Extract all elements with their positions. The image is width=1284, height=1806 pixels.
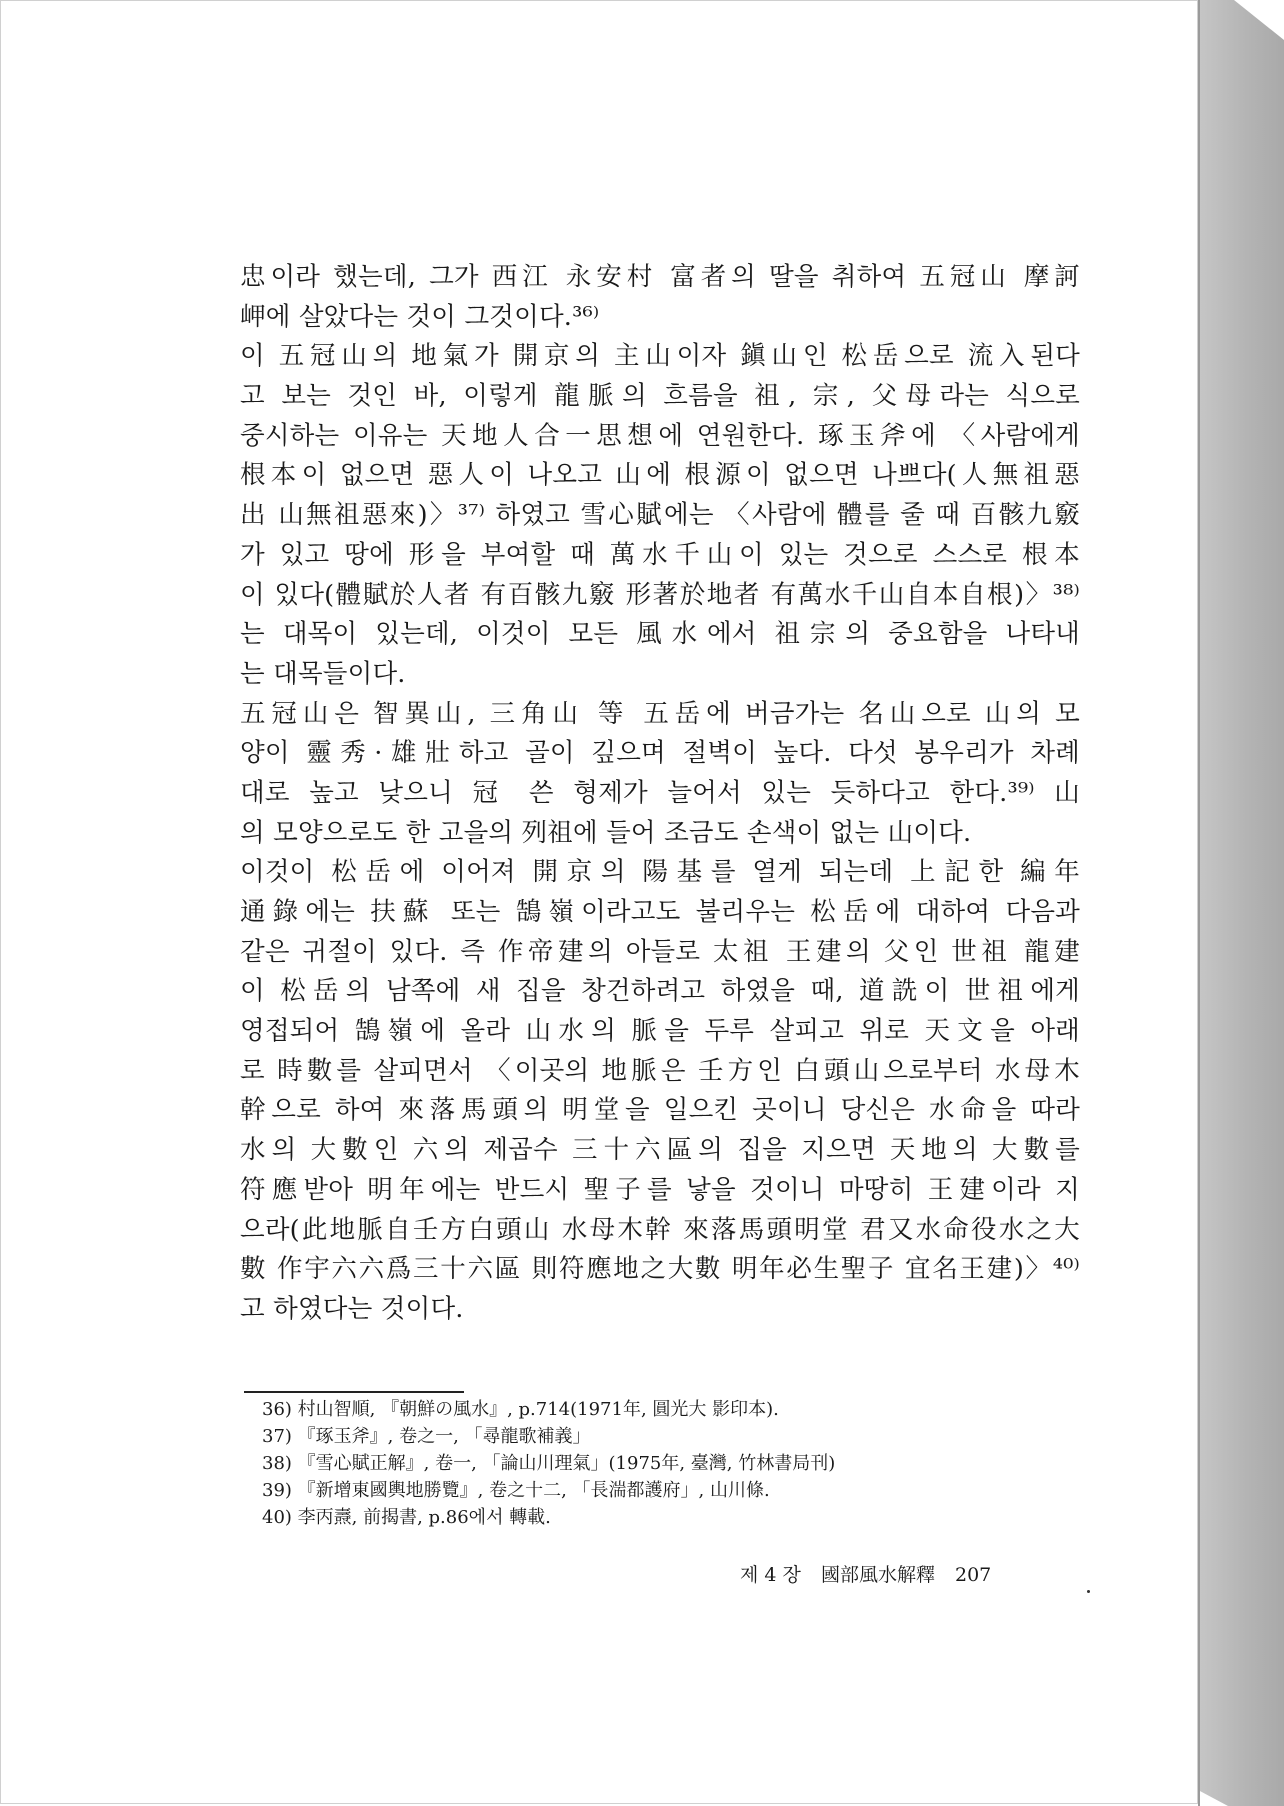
body-line: 符應받아 明年에는 반드시 聖子를 낳을 것이니 마땅히 王建이라 지 — [240, 1174, 1080, 1205]
body-line: 數 作宇六六爲三十六區 則符應地之大數 明年必生聖子 宜名王建)〉⁴⁰⁾ — [240, 1254, 1080, 1285]
body-line: 忠이라 했는데, 그가 西江 永安村 富者의 딸을 취하여 五冠山 摩訶 — [240, 262, 1080, 292]
body-line: 이 五冠山의 地氣가 開京의 主山이자 鎭山인 松岳으로 流入된다 — [240, 341, 1080, 372]
page-edge-shadow — [1198, 0, 1284, 1806]
body-line: 고 하였다는 것이다. — [240, 1293, 464, 1324]
body-line: 의 모양으로도 한 고을의 列祖에 들어 조금도 손색이 없는 山이다. — [240, 817, 972, 848]
body-line: 는 대목들이다. — [240, 658, 406, 689]
footnotes — [262, 1396, 1062, 1531]
page-edge — [1198, 0, 1284, 1806]
page-edge-line — [1198, 0, 1200, 1806]
body-line: 양이 靈秀·雄壯하고 골이 깊으며 절벽이 높다. 다섯 봉우리가 차례 — [240, 738, 1080, 769]
body-line: 가 있고 땅에 形을 부여할 때 萬水千山이 있는 것으로 스스로 根本 — [240, 539, 1080, 570]
body-text — [240, 258, 1080, 1330]
body-line: 根本이 없으면 惡人이 나오고 山에 根源이 없으면 나쁘다(人無祖惡 — [240, 460, 1080, 491]
running-footer — [740, 1560, 1090, 1587]
body-line: 영접되어 鵠嶺에 올라 山水의 脈을 두루 살피고 위로 天文을 아래 — [240, 1016, 1080, 1047]
footnote: 40) 李丙燾, 前揭書, p.86에서 轉載. — [262, 1507, 551, 1528]
body-line: 五冠山은 智異山, 三角山 等 五岳에 버금가는 名山으로 山의 모 — [240, 698, 1080, 729]
footnote-divider — [244, 1391, 464, 1393]
footnote: 38) 『雪心賦正解』, 卷一, 「論山川理氣」(1975年, 臺灣, 竹林書局刊) — [262, 1453, 836, 1474]
footer-chapter: 제 4 장 — [740, 1564, 801, 1586]
body-line: 으라(此地脈自壬方白頭山 水母木幹 來落馬頭明堂 君又水命役水之大 — [240, 1214, 1080, 1245]
footnote: 36) 村山智順, 『朝鮮の風水』, p.714(1971年, 圓光大 影印本). — [262, 1399, 779, 1420]
body-line: 岬에 살았다는 것이 그것이다.³⁶⁾ — [240, 301, 600, 332]
body-line: 는 대목이 있는데, 이것이 모든 風水에서 祖宗의 중요함을 나타내 — [240, 619, 1080, 650]
page-mark — [1087, 1590, 1090, 1593]
footnote: 39) 『新增東國輿地勝覽』, 卷之十二, 「長湍都護府」, 山川條. — [262, 1480, 770, 1501]
body-line: 通錄에는 扶蘇 또는 鵠嶺이라고도 불리우는 松岳에 대하여 다음과 — [240, 897, 1080, 927]
page-number: 207 — [955, 1564, 992, 1586]
body-line: 水의 大數인 六의 제곱수 三十六區의 집을 지으면 天地의 大數를 — [240, 1135, 1080, 1166]
body-line: 같은 귀절이 있다. 즉 作帝建의 아들로 太祖 王建의 父인 世祖 龍建 — [240, 936, 1080, 967]
body-line: 중시하는 이유는 天地人合一思想에 연원한다. 琢玉斧에 〈사람에게 — [240, 420, 1080, 451]
body-line: 出 山無祖惡來)〉³⁷⁾ 하였고 雪心賦에는 〈사람에 體를 줄 때 百骸九竅 — [240, 500, 1080, 531]
body-line: 이 있다(體賦於人者 有百骸九竅 形著於地者 有萬水千山自本自根)〉³⁸⁾ — [240, 579, 1080, 610]
body-line: 幹으로 하여 來落馬頭의 明堂을 일으킨 곳이니 당신은 水命을 따라 — [240, 1095, 1080, 1126]
body-line: 대로 높고 낮으니 冠 쓴 형제가 늘어서 있는 듯하다고 한다.³⁹⁾ 山 — [240, 777, 1080, 808]
body-line: 로 時數를 살피면서 〈이곳의 地脈은 壬方인 白頭山으로부터 水母木 — [240, 1055, 1080, 1086]
body-line: 고 보는 것인 바, 이렇게 龍脈의 흐름을 祖, 宗, 父母라는 식으로 — [240, 381, 1080, 412]
body-line: 이것이 松岳에 이어져 開京의 陽基를 열게 되는데 上記한 編年 — [240, 857, 1080, 888]
footnote: 37) 『琢玉斧』, 卷之一, 「尋龍歌補義」 — [262, 1426, 591, 1447]
footer-section: 國部風水解釋 — [820, 1564, 935, 1586]
body-line: 이 松岳의 남쪽에 새 집을 창건하려고 하였을 때, 道詵이 世祖에게 — [240, 976, 1080, 1007]
